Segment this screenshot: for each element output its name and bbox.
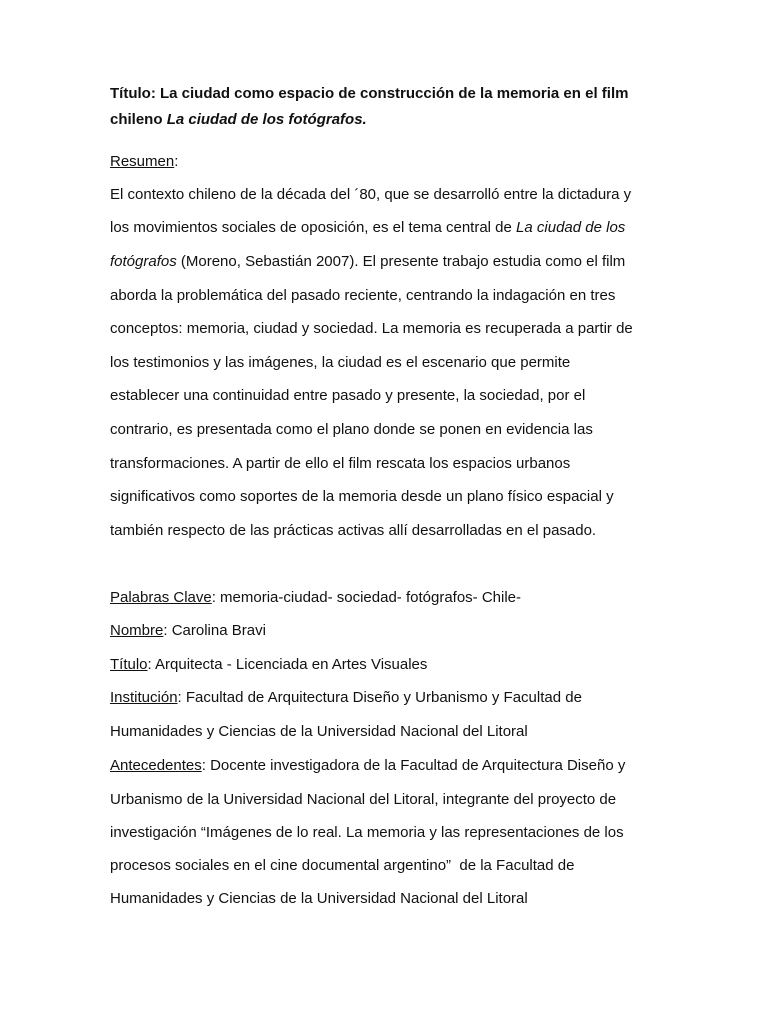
resumen-line-11	[110, 522, 596, 540]
resumen-film-name: La ciudad de los	[516, 219, 626, 236]
nombre-label: Nombre	[110, 622, 164, 639]
titulo-value: : Arquitecta - Licenciada en Artes Visuales	[147, 656, 428, 673]
resumen-text: (Moreno, Sebastián 2007). El presente trabajo estudia como el film	[176, 253, 626, 270]
resumen-line-6	[110, 354, 570, 372]
resumen-heading	[110, 153, 178, 171]
resumen-line-2	[110, 219, 625, 237]
nombre-value: : Carolina Bravi	[163, 622, 266, 639]
document-title-film-name: La ciudad de los fotógrafos.	[166, 111, 367, 128]
resumen-text: transformaciones. A partir de ello el film rescata los espacios urbanos	[110, 455, 571, 472]
institucion-value: : Facultad de Arquitectura Diseño y Urbanismo y Facultad de	[177, 689, 582, 706]
resumen-text: significativos como soportes de la memoria desde un plano físico espacial y	[110, 488, 614, 505]
resumen-text: El contexto chileno de la década del ´80, que se desarrolló entre la dictadura y	[110, 186, 632, 203]
resumen-line-7	[110, 387, 585, 405]
antecedentes-value-continued: procesos sociales en el cine documental argentino” de la Facultad de	[110, 857, 575, 874]
resumen-line-1	[110, 186, 631, 204]
antecedentes-continuation-4	[110, 890, 528, 908]
antecedentes-value-continued: Urbanismo de la Universidad Nacional del Litoral, integrante del proyecto de	[110, 791, 617, 808]
antecedentes-label: Antecedentes	[110, 757, 202, 774]
document-title-line-1	[110, 85, 628, 103]
resumen-text: establecer una continuidad entre pasado y presente, la sociedad, por el	[110, 387, 586, 404]
resumen-text: también respecto de las prácticas activas allí desarrolladas en el pasado.	[110, 522, 597, 539]
document-title-text: Título: La ciudad como espacio de construcción de la memoria en el film	[110, 85, 629, 102]
antecedentes-continuation-3	[110, 857, 574, 875]
antecedentes-field	[110, 757, 625, 775]
resumen-text: los testimonios y las imágenes, la ciudad es el escenario que permite	[110, 354, 571, 371]
institucion-continuation	[110, 723, 528, 741]
institucion-label: Institución	[110, 689, 178, 706]
titulo-field	[110, 656, 427, 674]
document-title-line-2	[110, 111, 367, 129]
antecedentes-value-continued: Humanidades y Ciencias de la Universidad Nacional del Litoral	[110, 890, 528, 907]
titulo-label: Título	[110, 656, 148, 673]
resumen-line-4	[110, 287, 615, 305]
antecedentes-continuation-2	[110, 824, 624, 842]
nombre-field	[110, 622, 266, 640]
antecedentes-continuation-1	[110, 791, 616, 809]
antecedentes-value-continued: investigación “Imágenes de lo real. La memoria y las representaciones de los	[110, 824, 624, 841]
palabras-clave-label: Palabras Clave	[110, 589, 212, 606]
resumen-line-10	[110, 488, 614, 506]
antecedentes-value: : Docente investigadora de la Facultad de Arquitectura Diseño y	[201, 757, 626, 774]
resumen-text: conceptos: memoria, ciudad y sociedad. La memoria es recuperada a partir de	[110, 320, 633, 337]
resumen-text: contrario, es presentada como el plano donde se ponen en evidencia las	[110, 421, 593, 438]
resumen-line-9	[110, 455, 570, 473]
resumen-line-3	[110, 253, 625, 271]
resumen-label: Resumen	[110, 153, 175, 170]
resumen-line-5	[110, 320, 633, 338]
palabras-clave-field	[110, 589, 521, 607]
resumen-film-name: fotógrafos	[110, 253, 177, 270]
document-title-prefix: chileno	[110, 111, 167, 128]
resumen-line-8	[110, 421, 593, 439]
palabras-clave-value: : memoria-ciudad- sociedad- fotógrafos- Chile-	[211, 589, 522, 606]
institucion-field	[110, 689, 582, 707]
resumen-text: aborda la problemática del pasado reciente, centrando la indagación en tres	[110, 287, 616, 304]
resumen-colon: :	[174, 153, 179, 170]
resumen-text: los movimientos sociales de oposición, es el tema central de	[110, 219, 517, 236]
institucion-value-continued: Humanidades y Ciencias de la Universidad Nacional del Litoral	[110, 723, 528, 740]
